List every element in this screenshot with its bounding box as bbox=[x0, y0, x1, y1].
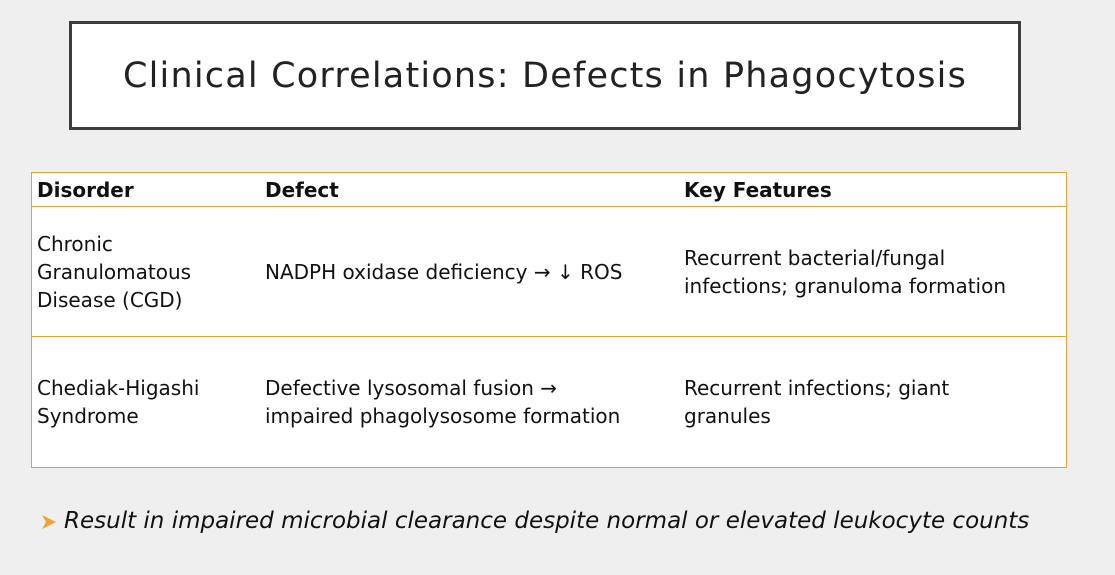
table-row bbox=[32, 207, 1066, 337]
disorders-table bbox=[31, 172, 1067, 468]
features-line: granules bbox=[684, 404, 771, 428]
table-row bbox=[32, 337, 1066, 467]
defect-cell bbox=[265, 207, 675, 336]
features-cell bbox=[684, 207, 1064, 336]
features-line: Recurrent bacterial/fungal bbox=[684, 245, 946, 270]
defect-line: Defective lysosomal fusion → bbox=[265, 376, 558, 400]
table-header-row bbox=[32, 173, 1066, 207]
features-cell bbox=[684, 337, 1064, 467]
disorder-line: Disease (CGD) bbox=[37, 287, 183, 312]
defect-line: impaired phagolysosome formation bbox=[265, 404, 621, 428]
orange-arrow-bullet-icon bbox=[42, 514, 56, 528]
disorder-line: Granulomatous bbox=[37, 259, 192, 284]
title-box bbox=[69, 21, 1021, 130]
summary-note bbox=[42, 508, 1029, 534]
disorder-line: Chronic bbox=[37, 231, 113, 256]
features-line: infections; granuloma formation bbox=[684, 273, 1007, 298]
defect-cell bbox=[265, 337, 675, 467]
summary-note-text: Result in impaired microbial clearance despite normal or elevated leukocyte counts bbox=[64, 508, 1030, 534]
header-key-features: Key Features bbox=[684, 177, 832, 202]
header-disorder: Disorder bbox=[37, 177, 134, 202]
disorder-cell bbox=[37, 337, 257, 467]
disorder-line: Chediak-Higashi bbox=[37, 376, 200, 400]
header-defect: Defect bbox=[265, 177, 339, 202]
disorder-cell bbox=[37, 207, 257, 336]
disorder-line: Syndrome bbox=[37, 404, 139, 428]
features-line: Recurrent infections; giant bbox=[684, 376, 950, 400]
slide-title: Clinical Correlations: Defects in Phagocytosis bbox=[122, 55, 968, 96]
defect-line: NADPH oxidase deficiency → ↓ ROS bbox=[265, 259, 623, 284]
